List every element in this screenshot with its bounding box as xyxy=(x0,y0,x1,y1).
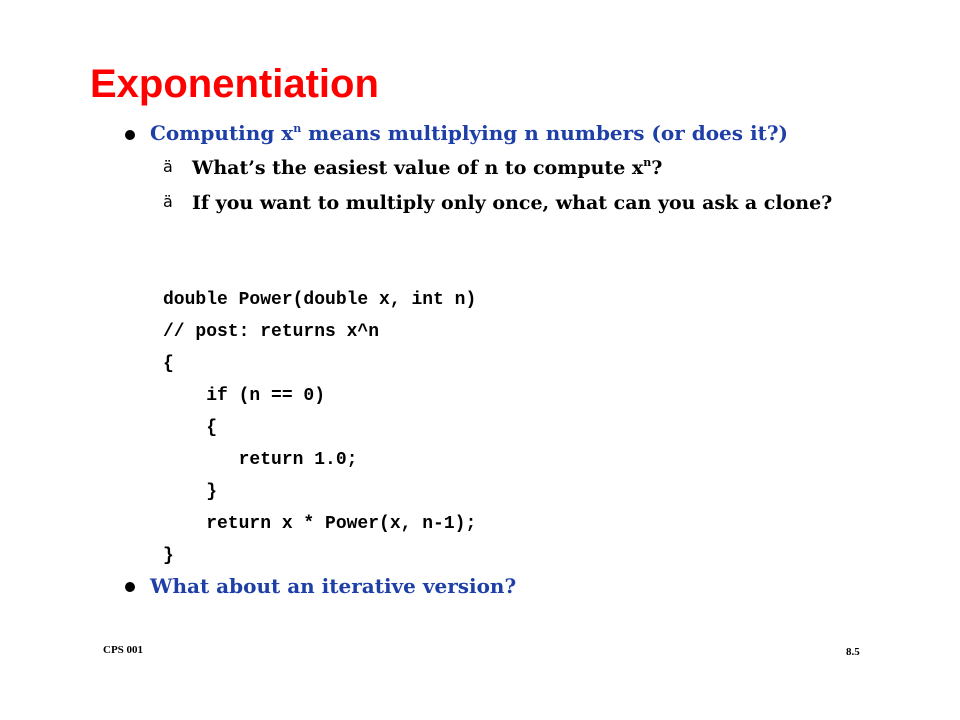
bullet-text: means multiplying n numbers (or does it?) xyxy=(301,121,789,145)
sub-bullet-text: ? xyxy=(651,157,663,179)
slide-title: Exponentiation xyxy=(90,62,379,106)
sub-bullet-marker-icon: ä xyxy=(163,192,173,211)
code-line: // post: returns x^n xyxy=(163,322,380,342)
superscript: n xyxy=(643,156,652,169)
sub-bullet-marker-icon: ä xyxy=(163,157,173,176)
code-line: { xyxy=(163,418,218,438)
superscript: n xyxy=(293,122,302,135)
code-line: } xyxy=(163,482,218,502)
code-line: double Power(double x, int n) xyxy=(163,290,477,310)
code-line: return x * Power(x, n-1); xyxy=(163,514,477,534)
footer-course: CPS 001 xyxy=(103,644,144,656)
code-block xyxy=(163,284,476,572)
bullet-dot-icon xyxy=(125,582,135,592)
footer-page-number: 8.5 xyxy=(846,646,860,658)
code-line: { xyxy=(163,354,174,374)
bullet-dot-icon xyxy=(125,130,135,140)
bullet-item xyxy=(150,120,788,146)
sub-bullet-item xyxy=(192,154,862,182)
code-line: } xyxy=(163,546,174,566)
bullet-item: What about an iterative version? xyxy=(150,574,517,598)
code-line: return 1.0; xyxy=(163,450,358,470)
sub-bullet-text: What’s the easiest value of n to compute x xyxy=(192,157,644,179)
code-line: if (n == 0) xyxy=(163,386,326,406)
sub-bullet-item: If you want to multiply only once, what can you ask a clone? xyxy=(192,192,833,214)
bullet-text: Computing x xyxy=(150,121,294,145)
